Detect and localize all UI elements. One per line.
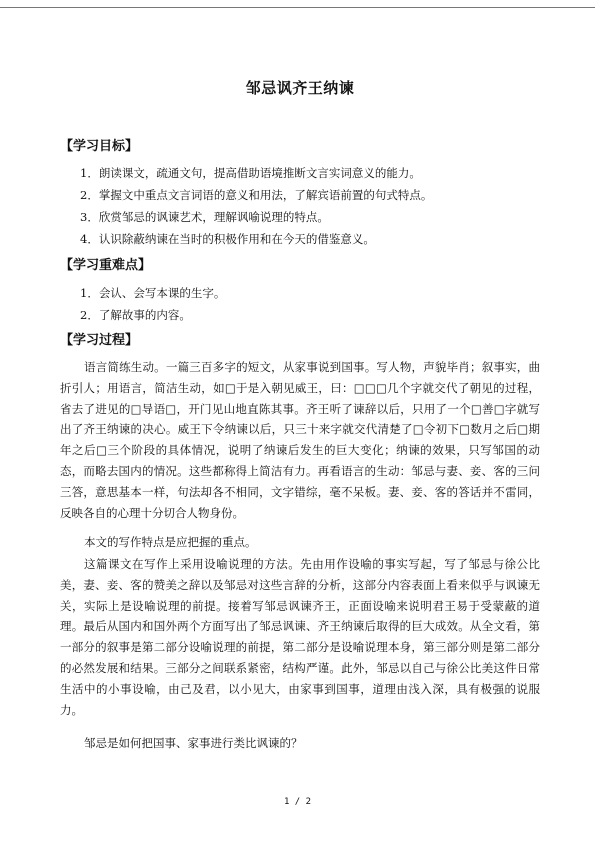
goal-item-4: 4．认识除蔽纳谏在当时的积极作用和在今天的借鉴意义。 bbox=[80, 232, 375, 246]
keypoint-item-1: 1．会认、会写本课的生字。 bbox=[80, 286, 226, 300]
process-paragraph-1: 语言简练生动。一篇三百多字的短文，从家事说到国事。写人物，声貌毕肖；叙事实，曲折引人；用语言，简洁生动，如□于是入朝见威王，曰：□□□几个字就交代了朝见的过程，省去了进见的□导语□，开门见山地直陈其事。齐王听了谏辞以后，只用了一个□善□字就写出了齐王纳谏的决心。威王下令纳谏以后，只三十来字就交代清楚了□令初下□数月之后□期年之后□三个阶段的具体情况，说明了纳谏后发生的巨大变化；纳谏的效果，只写邹国的动态，而略去国内的情况。这些都称得上简洁有力。再看语言的生动：邹忌与妻、妾、客的三问三答，意思基本一样，句法却各不相同，文字错综，毫不呆板。妻、妾、客的答话并不雷同，反映各自的心理十分切合人物身份。 bbox=[60, 360, 540, 520]
keypoint-item-2: 2．了解故事的内容。 bbox=[80, 308, 191, 322]
page-number: 1 / 2 bbox=[283, 797, 312, 807]
goal-item-2: 2．掌握文中重点文言词语的意义和用法，了解宾语前置的句式特点。 bbox=[80, 188, 433, 202]
process-paragraph-2: 本文的写作特点是应把握的重点。 bbox=[84, 535, 257, 549]
section-heading-goals: 【学习目标】 bbox=[60, 139, 139, 154]
process-paragraph-3: 这篇课文在写作上采用设喻说理的方法。先由用作设喻的事实写起，写了邹忌与徐公比美，妻、妾、客的赞美之辞以及邹忌对这些言辞的分析，这部分内容表面上看来似乎与讽谏无关，实际上是设喻说理的前提。接着写邹忌讽谏齐王，正面设喻来说明君王易于受蒙蔽的道理。最后从国内和国外两个方面写出了邹忌讽谏、齐王纳谏后取得的巨大成效。从全文看，第一部分的叙事是第二部分设喻说理的前提，第二部分是设喻说理本身，第三部分则是第二部分的必然发展和结果。三部分之间联系紧密，结构严谨。此外，邹忌以自己与徐公比美这件日常生活中的小事设喻，由己及君，以小见大，由家事到国事，道理由浅入深，具有极强的说服力。 bbox=[60, 557, 540, 717]
section-heading-keypoints: 【学习重难点】 bbox=[60, 258, 152, 273]
goal-item-3: 3．欣赏邹忌的讽谏艺术，理解讽喻说理的特点。 bbox=[80, 210, 329, 224]
process-paragraph-4: 邹忌是如何把国事、家事进行类比讽谏的？ bbox=[84, 736, 303, 750]
header-rule bbox=[0, 7, 595, 8]
goal-item-1: 1．朗读课文，疏通文句，提高借助语境推断文言实词意义的能力。 bbox=[80, 166, 421, 180]
page-title: 邹忌讽齐王纳谏 bbox=[245, 79, 355, 97]
section-heading-process: 【学习过程】 bbox=[60, 333, 139, 348]
